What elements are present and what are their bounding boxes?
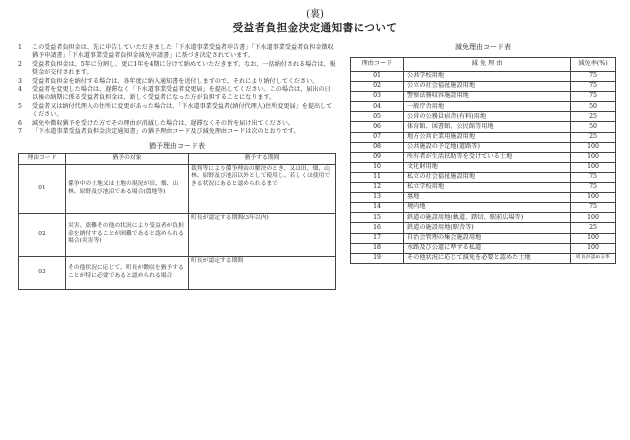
column-header-code: 理由コード [19, 153, 66, 164]
table-row: 02 公立の社会福祉施設用地 75 [351, 82, 616, 92]
table-row: 09 所有者が生活扶助等を受けている土地 100 [351, 152, 616, 162]
note-item: 5 受益者又は納付代理人の住所に変更があった場合は、「下水道事業受益者(納付代理人)住所変更届」を提出してください。 [18, 102, 333, 119]
page-title: 受益者負担金決定通知書について [232, 22, 398, 34]
grace-target: 係争中の土地又は土地の現況が田、畑、山林、原野及び池沼である場合(農地等) [66, 164, 189, 213]
grace-period: 町長が認定する期間(3年以内) [189, 213, 336, 256]
reduction-table-caption: 減免理由コード表 [455, 43, 511, 51]
table-row: 14 境内地 75 [351, 203, 616, 213]
column-header-rate: 減免率(%) [571, 58, 616, 72]
table-row: 17 自治会管理の集会施設用地 100 [351, 233, 616, 243]
column-header-code: 理由コード [351, 58, 404, 72]
note-item: 3 受益者負担金を納付する場合は、各年度に納入通知書を送付しますので、それにより納付してください。 [18, 77, 319, 85]
table-row [19, 164, 336, 213]
note-item: 7 「下水道事業受益者負担金決定通知書」の猶予理由コード及び減免理由コードは次のとおりです。 [18, 128, 300, 136]
table-row [19, 256, 336, 289]
table-row: 04 一般庁舎用地 50 [351, 102, 616, 112]
grace-code: 02 [19, 213, 66, 256]
left-column [18, 44, 336, 290]
reduction-code-table [350, 57, 616, 264]
table-header-row [351, 58, 616, 72]
table-row: 06 体育館、図書館、公民館等用地 50 [351, 122, 616, 132]
column-header-period: 猶予する期間 [189, 153, 336, 164]
table-row: 16 鉄道の施設用地(駅舎等) 25 [351, 223, 616, 233]
back-side-label: (裏) [306, 9, 324, 20]
grace-code-table [18, 153, 336, 290]
grace-code: 01 [19, 164, 66, 213]
table-row: 15 鉄道の施設用地(軌道、踏切、駅前広場等) 100 [351, 213, 616, 223]
table-row: 11 私立の社会福祉施設用地 75 [351, 172, 616, 182]
table-row: 07 地方公営企業用施設用地 25 [351, 132, 616, 142]
right-column [350, 42, 616, 264]
table-row: 05 公営の公務員宿舎(有料)用地 25 [351, 112, 616, 122]
grace-target: 災害、盗難その他の状況により受益者が負担金を納付することが困難であると認められる場合(災害等) [66, 213, 189, 256]
column-header-target: 猶予の対象 [66, 153, 189, 164]
table-row: 18 水路及び公道に準ずる私道 100 [351, 243, 616, 253]
grace-period: 町長が認定する期間 [189, 256, 336, 289]
notes-list [18, 44, 336, 137]
table-row: 08 公共施設の予定地(道路等) 100 [351, 142, 616, 152]
column-header-reason: 減 免 理 由 [404, 58, 571, 72]
table-row: 19 その他状況に応じて減免を必要と認めた土地 町長が認める率 [351, 253, 616, 263]
table-row [19, 213, 336, 256]
page-header [0, 8, 630, 35]
table-row: 10 文化財用地 100 [351, 162, 616, 172]
table-row: 01 公共学校用地 75 [351, 72, 616, 82]
table-header-row [19, 153, 336, 164]
note-item: 6 減免や徴収猶予を受けた方でその理由が消滅した場合は、遅滞なくその旨を届け出てください。 [18, 119, 295, 127]
grace-period: 裁判等により係争理由の解決のとき、又は田、畑、山林、原野及び池沼以外として使用し、若しくは使用できる状況にあると認められるまで [189, 164, 336, 213]
table-row: 03 警察法務収容施設用地 75 [351, 92, 616, 102]
table-row: 13 墓地 100 [351, 193, 616, 203]
grace-code: 03 [19, 256, 66, 289]
note-item: 2 受益者負担金は、5年に分割し、更に1年を4期に分けて納めていただきます。なお、一括納付される場合は、報奨金が交付されます。 [18, 60, 336, 76]
grace-table-caption: 猶予理由コード表 [149, 141, 205, 150]
grace-target: その他状況に応じて、町長が徴収を猶予することが特に必要であると認められる場合 [66, 256, 189, 289]
table-row: 12 私立学校用地 75 [351, 183, 616, 193]
note-item: 1 この受益者負担金は、先に申告していただきました「下水道事業受益者申告書」「下水道事業受益者負担金徴収猶予申請書」「下水道事業受益者負担金減免申請書」に基づき決定されています。 [18, 44, 334, 60]
note-item: 4 受益者を変更した場合は、遅滞なく「下水道事業受益者変更届」を提出してください。この場合は、届出の日以後の納期に係る受益者負担金は、新しく受益者になった方が負担することになります。 [18, 86, 331, 102]
